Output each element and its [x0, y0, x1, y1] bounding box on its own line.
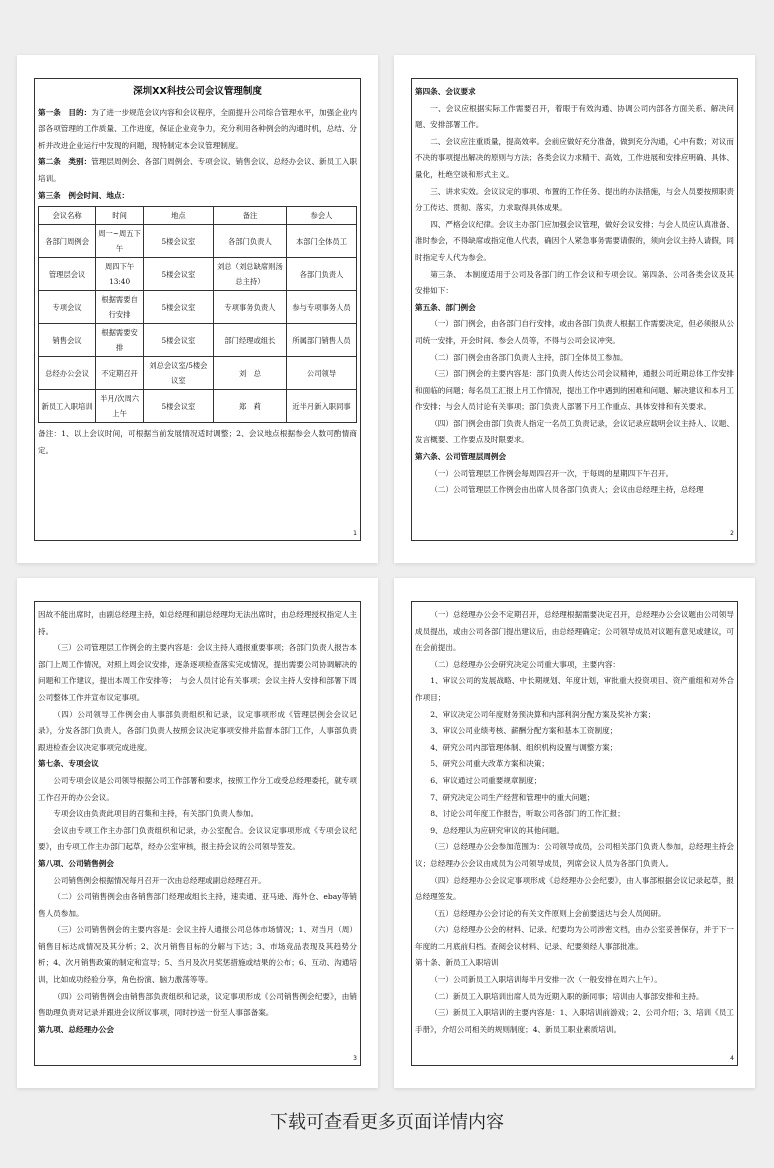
page-frame	[411, 601, 738, 1066]
page-frame	[411, 78, 738, 541]
paragraph: （四）总经理办公会议定事项形成《总经理办公会纪要》，由人事部根据会议记录起草，报总经理签发。	[415, 875, 734, 902]
paragraph: （一）总经理办公会不定期召开，总经理根据需要决定召开，总经理办公会议题由公司领导成员提出，或由公司各部门提出建议后，由总经理确定；公司领导成员对议题有意见或建议，可在会前提出。	[415, 610, 734, 653]
table-cell: 5楼会议室	[143, 390, 213, 423]
paragraph: （三）公司管理层工作例会的主要内容是：会议主持人通报重要事项；各部门负责人报告本部门上周工作情况，对照上周会议安排，逐条逐项检查落实完成情况，提出需要公司协调解决的问题和工作建议，提出本周工作安排等； 与会人员讨论有关事项；会议主持人安排和部署下周公司整体工作并宣布议定事项。	[38, 643, 357, 702]
table-row	[39, 258, 357, 291]
document-title: 深圳XX科技公司会议管理制度	[133, 86, 262, 97]
paragraph: （二）公司销售例会由各销售部门经理或组长主持，速卖通、亚马逊、海外仓、ebay等销售人员参加。	[38, 892, 357, 918]
table-cell: 新员工入职培训	[39, 390, 96, 423]
list-item: 4、研究公司内部管理体制、组织机构设置与调整方案；	[430, 742, 618, 752]
table-cell: 5楼会议室	[143, 291, 213, 324]
article-label: 第三条	[38, 190, 61, 200]
list-item: 1、审议公司的发展战略、中长期规划、年度计划，审批重大投资项目、资产重组和对外合作项目；	[415, 676, 734, 702]
table-cell: 根据需要安排	[96, 324, 144, 357]
table-cell: 刘总（刘总缺席则汤总主持）	[213, 258, 286, 291]
list-item: 3、审议公司业绩考核、薪酬分配方案和基本工资制度；	[430, 726, 618, 736]
table-cell: 公司领导	[287, 357, 357, 390]
article-text: 管理层周例会、各部门周例会、专项会议、销售会议、总经办会议、新员工入职培训。	[38, 157, 357, 183]
paragraph: 会议由专项工作主办部门负责组织和记录，办公室配合。会议议定事项形成《专项会议纪要》，由专项工作主办部门起草，经办公室审核，报主持会议的公司领导签发。	[38, 825, 357, 852]
section-heading: 第八项、公司销售例会	[38, 858, 114, 868]
page-content	[415, 607, 734, 1051]
table-cell: 近半月新入职同事	[287, 390, 357, 423]
section-heading: 第九项、总经理办公会	[38, 1024, 114, 1034]
section-heading: 第四条、会议要求	[415, 87, 476, 96]
table-cell: 周一~周五下午	[96, 225, 144, 258]
document-page-3	[17, 578, 378, 1088]
table-cell: 专项事务负责人	[213, 291, 286, 324]
paragraph: （一）部门例会，由各部门自行安排，或由各部门负责人根据工作需要决定，但必须报从公司统一安排，开会时间、参会人员等，不得与公司会议冲突。	[415, 319, 734, 345]
table-cell: 部门经理或组长	[213, 324, 286, 357]
table-row	[39, 390, 357, 423]
table-row	[39, 357, 357, 390]
table-cell: 不定期召开	[96, 357, 144, 390]
list-item: 8、讨论公司年度工作报告，听取公司各部门的工作汇报；	[430, 809, 625, 819]
article-label: 第二条	[38, 157, 61, 167]
paragraph: （四）部门例会由部门负责人指定一名员工负责记录，会议记录应载明会议主持人、议题、发言概要、工作要点及时限要求。	[415, 418, 734, 445]
document-page-2	[394, 55, 755, 563]
table-cell: 管理层会议	[39, 258, 96, 291]
paragraph: （二）新员工入职培训出席人员为近期入职的新同事；培训由人事部安排和主持。	[430, 991, 704, 1001]
paragraph: （一）公司新员工入职培训每半月安排一次（一般安排在周六上午）。	[430, 975, 662, 985]
paragraph: （三）公司销售例会的主要内容是：会议主持人通报公司总体市场情况；1、对当月（周）销售目标达成情况及其分析；2、次月销售目标的分解与下达；3、市场竞品表现及其趋势分析；4、次月销售政策的制定和宣导；5、当月及次月奖惩措施或结果的公布；6、互动、沟通培训，比如成功经验分享，角色扮演、脑力激荡等等。	[38, 925, 357, 985]
page-number: 4	[730, 1055, 734, 1062]
article-1	[38, 105, 357, 155]
paragraph: （二）部门例会由各部门负责人主持，部门全体员工参加。	[430, 352, 628, 362]
table-header-cell: 时间	[96, 207, 144, 225]
paragraph: 公司销售例会根据情况每月召开一次由总经理或副总经理召开。	[53, 875, 266, 885]
table-header-row	[39, 207, 357, 225]
table-cell: 周四下午13:40	[96, 258, 144, 291]
download-more-pages-link[interactable]: 下载可查看更多页面详情内容	[270, 1112, 504, 1133]
table-cell: 各部门周例会	[39, 225, 96, 258]
article-text: 为了进一步规范会议内容和会议程序，全面提升公司综合管理水平，加强企业内部各项管理的工作质量、工作进度，保证企业竞争力，充分利用各种例会的沟通时机，总结、分析并改进企业运行中发现的问题，现特制定本会议管理制度。	[38, 107, 357, 150]
paragraph: 因故不能出席时，由副总经理主持，如总经理和副总经理均无法出席时，由总经理授权指定人主持。	[38, 610, 357, 636]
table-cell: 各部门负责人	[287, 258, 357, 291]
table-header-cell: 地点	[143, 207, 213, 225]
paragraph: 第三条、 本制度适用于公司及各部门的工作会议和专项会议。第四条、公司各类会议及其安排如下：	[415, 269, 734, 296]
paragraph: 二、会议应注重质量，提高效率。会前应做好充分准备，做到充分沟通，心中有数；对议而不决的事项提出解决的原则与方法；各类会议力求精干、高效，工作进展和安排应明确、具体、量化，杜绝空谈和形式主义。	[415, 136, 734, 179]
table-cell: 销售会议	[39, 324, 96, 357]
list-item: 5、研究公司重大改革方案和决策；	[430, 759, 549, 769]
article-2	[38, 154, 357, 187]
page-number: 2	[730, 530, 734, 537]
article-heading: 目的：	[68, 107, 92, 117]
page-content	[38, 84, 357, 526]
paragraph: （三）新员工入职培训的主要内容是：1、入职培训前游戏；2、公司介绍；3、培训《员工手册》，介绍公司相关的规则制度；4、新员工职业素质培训。	[415, 1008, 734, 1034]
paragraph: 一、会议应根据实际工作需要召开，着眼于有效沟通、协调公司内部各方面关系、解决问题、安排部署工作。	[415, 103, 734, 130]
table-header-cell: 备注	[213, 207, 286, 225]
paragraph: 公司专项会议是公司领导根据公司工作部署和要求，按照工作分工或受总经理委托，就专项工作召开的办公会议。	[38, 775, 357, 802]
table-cell: 刘总会议室/5楼会议室	[143, 357, 213, 390]
table-row	[39, 291, 357, 324]
section-heading: 第十条、新员工入职培训	[415, 958, 499, 968]
meeting-schedule-table	[38, 206, 357, 423]
paragraph: （二）总经理办公会研究决定公司重大事项，主要内容：	[430, 659, 621, 669]
section-heading: 第七条、专项会议	[38, 759, 99, 769]
list-item: 9、总经理认为应研究审议的其他问题。	[430, 825, 565, 835]
table-cell: 根据需要自行安排	[96, 291, 144, 324]
paragraph: （六）总经理办公会的材料、记录、纪要均为公司涉密文档，由办公室妥善保存，并于下一年度的二月底前归档。查阅会议材料、记录、纪要须经人事部批准。	[415, 925, 734, 951]
list-item: 2、审议决定公司年度财务预决算和内部利润分配方案及奖补方案；	[430, 709, 656, 719]
page-frame	[34, 78, 361, 541]
section-heading: 第五条、部门例会	[415, 302, 476, 312]
article-heading: 例会时间、地点：	[68, 190, 130, 200]
table-cell: 所属部门销售人员	[287, 324, 357, 357]
table-cell: 参与专项事务人员	[287, 291, 357, 324]
table-cell: 郑 莉	[213, 390, 286, 423]
article-heading: 类别：	[68, 157, 92, 167]
paragraph: （三）部门例会的主要内容是：部门负责人传达公司会议精神，通报公司近期总体工作安排和面临的问题；每名员工汇报上月工作情况，提出工作中遇到的困难和问题、解决建议和本月工作安排；与会人员讨论有关事项；部门负责人部署下月工作重点、具体安排和有关要求。	[415, 369, 734, 412]
list-item: 7、研究决定公司生产经营和管理中的重大问题；	[430, 792, 595, 802]
paragraph: （二）公司管理层工作例会由出席人员各部门负责人；会议由总经理主持，总经理	[430, 485, 704, 495]
paragraph: （一）公司管理层工作例会每周四召开一次，于每周的星期四下午召开。	[430, 468, 674, 478]
table-row	[39, 324, 357, 357]
section-heading: 第六条、公司管理层周例会	[415, 452, 507, 462]
table-cell: 5楼会议室	[143, 258, 213, 291]
page-number: 1	[353, 530, 357, 537]
paragraph: （三）总经理办公会参加范围为：公司领导成员，公司相关部门负责人参加，总经理主持会议；总经理办公会议由成员为公司领导成员，列席会议人员为各部门负责人。	[415, 842, 734, 868]
paragraph: （四）公司销售例会由销售部负责组织和记录，议定事项形成《公司销售例会纪要》，由销售助理负责对记录并跟进会议所议事项，同时抄送一份至人事部备案。	[38, 991, 357, 1018]
list-item: 6、审议通过公司重要规章制度；	[430, 775, 542, 785]
document-page-1	[17, 55, 378, 563]
table-note: 备注：1、以上会议时间，可根据当前发展情况适时调整；2、会议地点根据参会人数可酌情商定。	[38, 429, 357, 455]
table-header-cell: 参会人	[287, 207, 357, 225]
page-content	[38, 607, 357, 1051]
page-number: 3	[353, 1055, 357, 1062]
article-label: 第一条	[38, 107, 61, 117]
page-frame	[34, 601, 361, 1066]
table-cell: 半月/次周六上午	[96, 390, 144, 423]
paragraph: （四）公司领导工作例会由人事部负责组织和记录，议定事项形成《管理层例会会议记录》，分发各部门负责人，各部门负责人按照会议决定事项安排并监督本部门工作，人事部负责跟进检查会议决定事项完成进度。	[38, 709, 357, 752]
paragraph: 专项会议由负责此项目的召集和主持，有关部门负责人参加。	[53, 809, 259, 819]
paragraph: 四、严格会议纪律。会议主办部门应加强会议管理，做好会议安排；与会人员应认真准备、准时参会，不得缺席或指定他人代表，确因个人紧急事务需要请假的，须向会议主持人请假，同时指定专人代为参会。	[415, 219, 734, 262]
table-row	[39, 225, 357, 258]
page-content	[415, 84, 734, 526]
document-page-4	[394, 578, 755, 1088]
table-cell: 5楼会议室	[143, 225, 213, 258]
table-cell: 5楼会议室	[143, 324, 213, 357]
article-3	[38, 188, 357, 205]
table-cell: 专项会议	[39, 291, 96, 324]
paragraph: 三、讲求实效。会议议定的事项、布置的工作任务、提出的办法措施，与会人员要按照职责分工传达、贯彻、落实，力求取得具体成果。	[415, 186, 734, 213]
table-header-cell: 会议名称	[39, 207, 96, 225]
table-cell: 本部门全体员工	[287, 225, 357, 258]
table-cell: 各部门负责人	[213, 225, 286, 258]
table-cell: 刘 总	[213, 357, 286, 390]
table-cell: 总经办公会议	[39, 357, 96, 390]
paragraph: （五）总经理办公会讨论的有关文件原则上会前要送达与会人员阅研。	[430, 908, 666, 918]
